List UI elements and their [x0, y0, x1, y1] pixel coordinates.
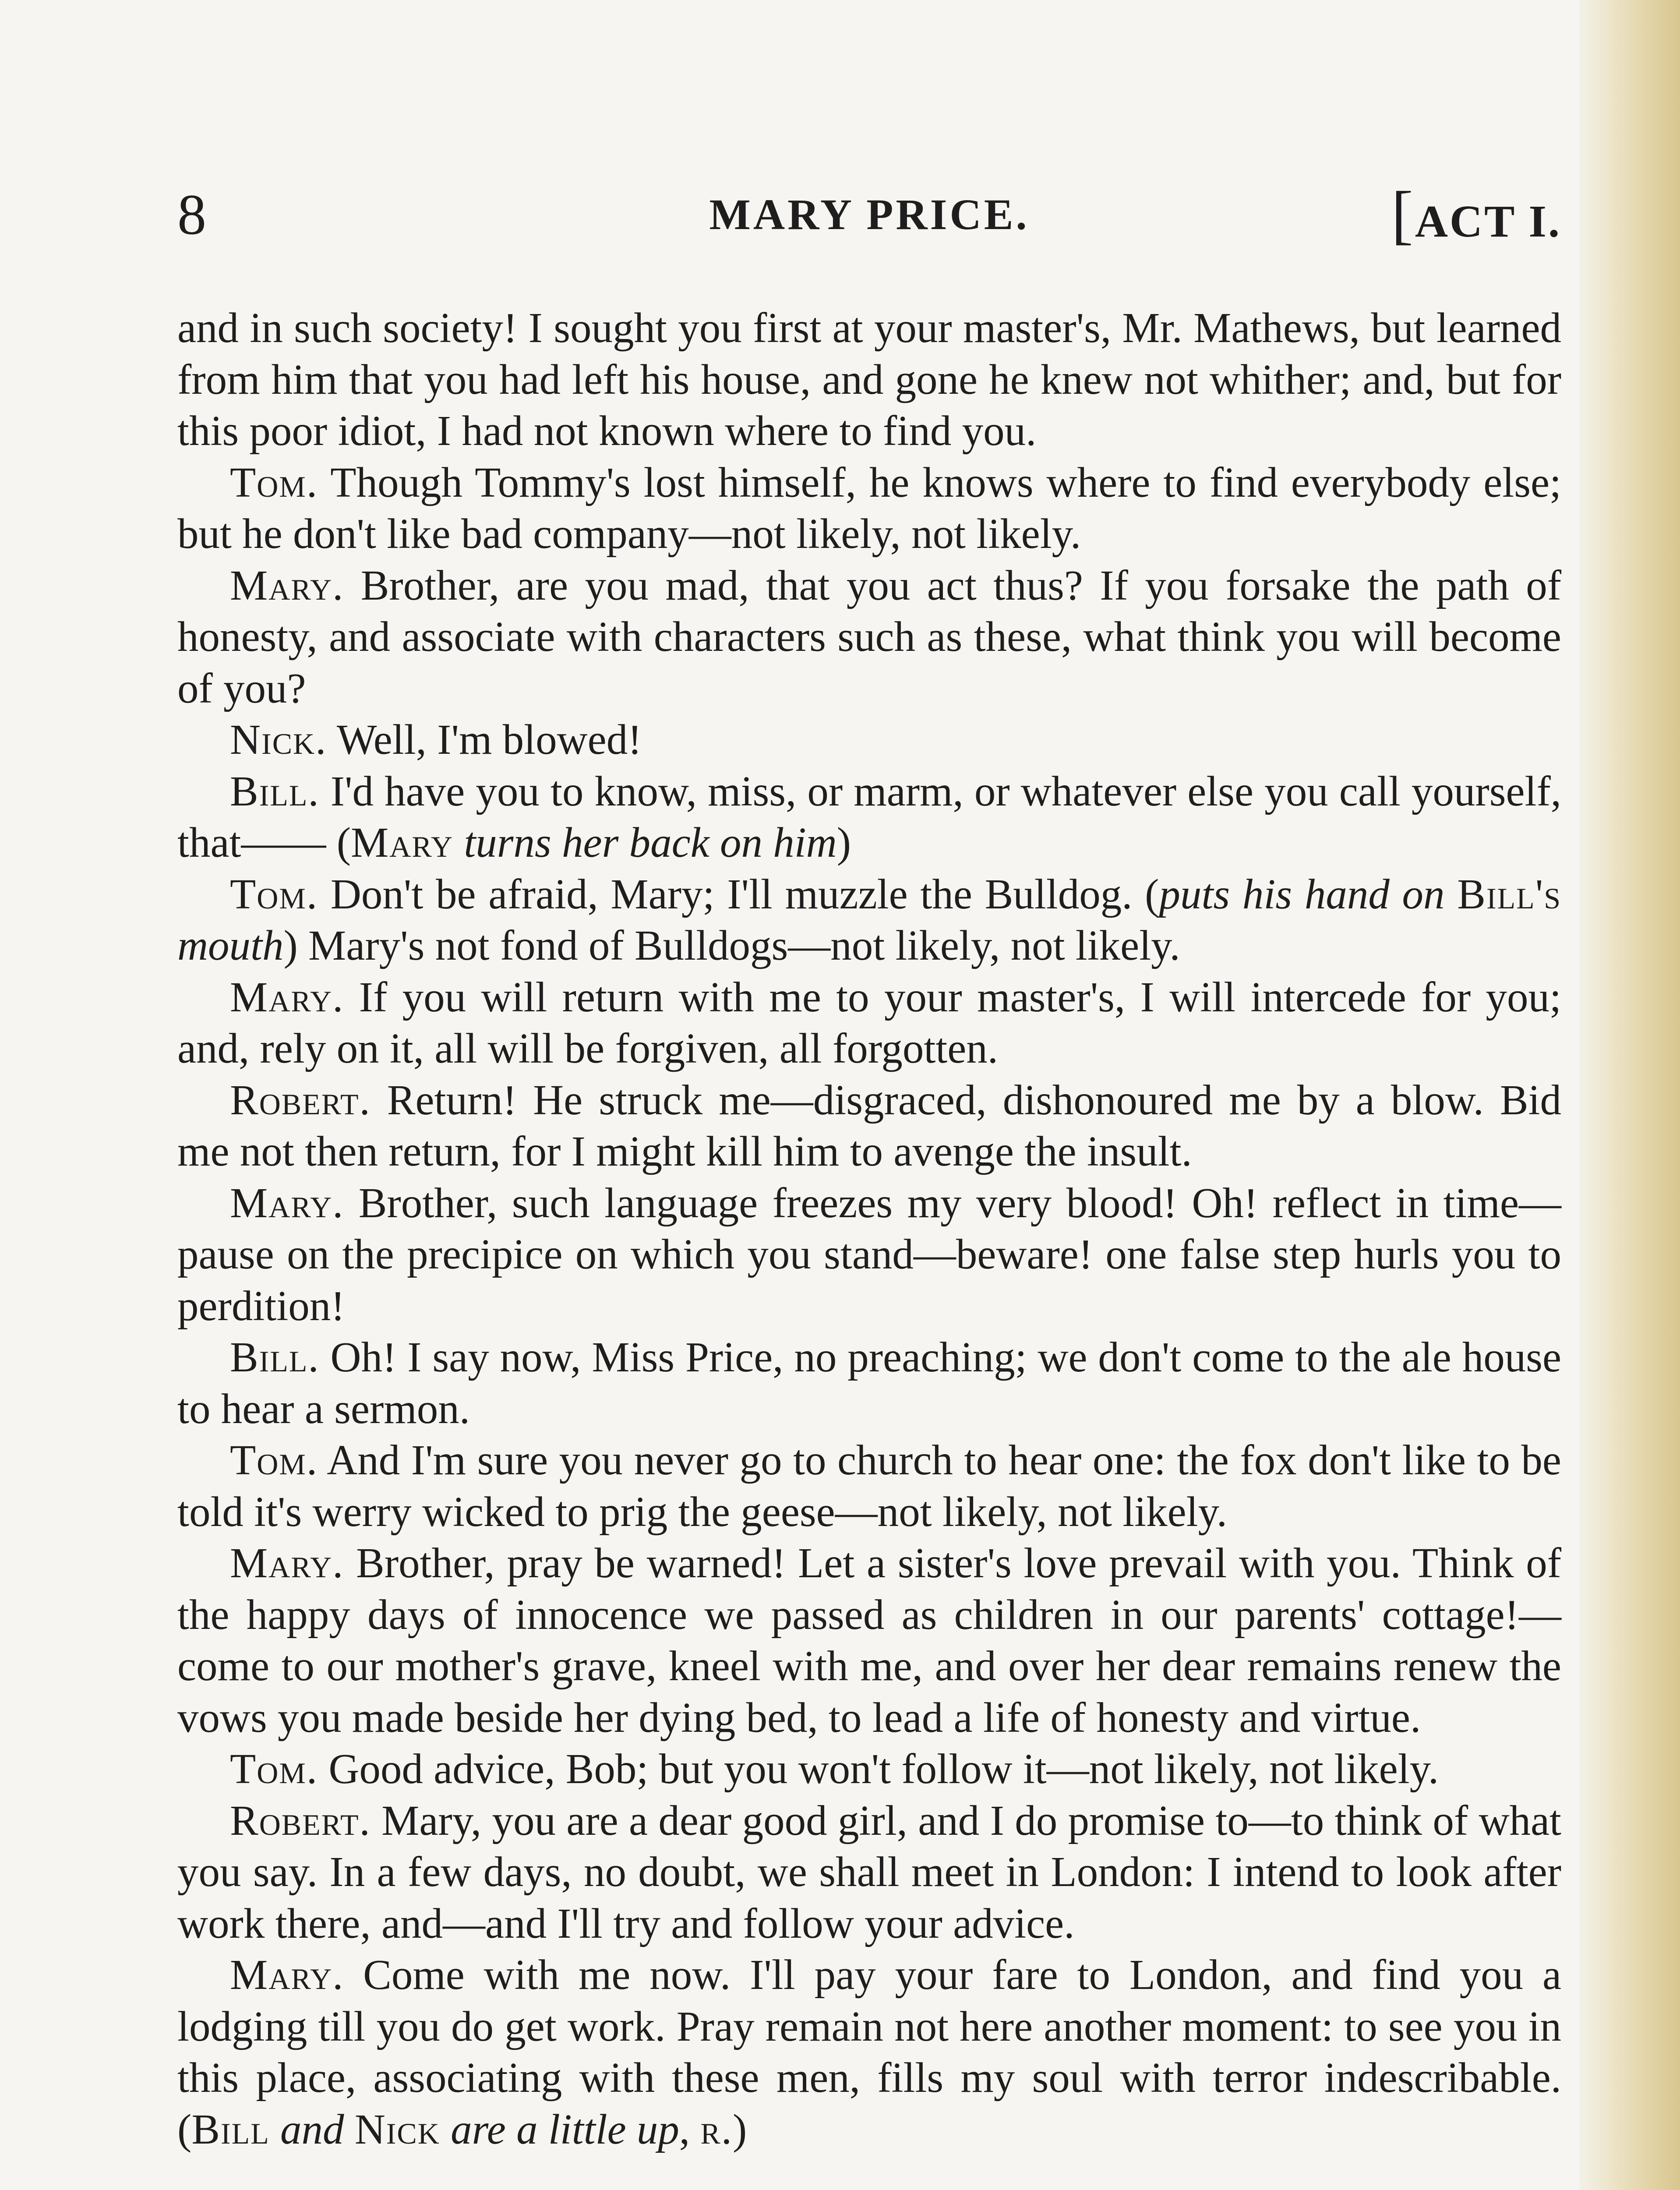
character-name: Bill's [1457, 870, 1562, 918]
paragraph-text: Come with me now. I'll pay your fare to London, and find you a lodging till you do get work. Pray remain not here another moment: to see you in this place, associating with these men, fills my soul with terror indescribable. ( [177, 1951, 1561, 2153]
stage-direction: puts his hand on [1159, 870, 1445, 918]
page-edge [1579, 0, 1680, 2190]
book-page [177, 0, 1561, 2190]
stage-direction: turns her back on him [464, 819, 837, 866]
speaker-name: Tom. [230, 1745, 318, 1792]
speaker-name: Mary. [230, 1951, 344, 1998]
paragraph-text: Brother, pray be warned! Let a sister's love prevail with you. Think of the happy days of innocence we passed as children in our parents' cottage!—come to our mother's grave, kneel with me, and over her dear remains renew the vows you made beside her dying bed, to lead a life of honesty and virtue. [177, 1540, 1562, 1741]
paragraph [177, 1177, 1561, 1332]
character-name: Nick [354, 2105, 440, 2153]
act-bracket: [ [1391, 178, 1415, 251]
speaker-name: Tom. [230, 1437, 318, 1484]
character-name: Bill [191, 2105, 270, 2153]
header-act [1391, 175, 1561, 261]
header-title: MARY PRICE. [709, 190, 1030, 239]
paragraph-text: Well, I'm blowed! [336, 716, 642, 763]
paragraph-text: , [679, 2105, 690, 2153]
paragraph-text: If you will return with me to your master's, I will intercede for you; and, rely on it, all will be forgiven, all forgotten. [177, 973, 1562, 1072]
speaker-name: Nick. [230, 716, 327, 763]
paragraph-text: Brother, such language freezes my very blood! Oh! reflect in time—pause on the precipice on which you stand—beware! one false step hurls you to perdition! [177, 1179, 1561, 1329]
paragraph-text: Don't be afraid, Mary; I'll muzzle the Bulldog. ( [330, 870, 1159, 918]
paragraph [177, 714, 1561, 766]
paragraph [177, 971, 1561, 1074]
act-label: ACT I. [1415, 196, 1561, 247]
stage-direction: are a little up [451, 2105, 679, 2153]
paragraph-text: I'd have you to know, miss, or marm, or whatever else you call yourself, that—— ( [177, 767, 1562, 866]
stage-position: r. [700, 2105, 733, 2153]
paragraph [177, 1743, 1561, 1795]
running-head [177, 175, 1561, 254]
stage-direction: mouth [177, 922, 284, 969]
paragraph [177, 869, 1561, 971]
paragraph [177, 302, 1561, 457]
stage-direction: and [280, 2105, 344, 2153]
speaker-name: Robert. [230, 1076, 371, 1123]
paragraph-text: Good advice, Bob; but you won't follow it—not likely, not likely. [328, 1745, 1439, 1792]
paragraph [177, 1949, 1561, 2155]
speaker-name: Robert. [230, 1797, 371, 1844]
speaker-name: Mary. [230, 1179, 344, 1226]
paragraph [177, 766, 1561, 869]
paragraph [177, 1795, 1561, 1950]
character-name: Mary [351, 819, 454, 866]
paragraph [177, 560, 1561, 714]
speaker-name: Tom. [230, 870, 318, 918]
body-text [177, 302, 1561, 2155]
paragraph-text: ) [733, 2105, 747, 2153]
paragraph-text: Mary, you are a dear good girl, and I do promise to—to think of what you say. In a few days, no doubt, we shall meet in London: I intend to look after work there, and—and I'll try and follow your advice. [177, 1797, 1562, 1947]
paragraph [177, 1434, 1561, 1537]
paragraph [177, 1074, 1561, 1177]
page-number: 8 [177, 182, 206, 247]
speaker-name: Tom. [230, 459, 318, 506]
paragraph [177, 1537, 1561, 1743]
paragraph [177, 1332, 1561, 1434]
paragraph-text: and in such society! I sought you first at your master's, Mr. Mathews, but learned from him that you had left his house, and gone he knew not whither; and, but for this poor idiot, I had not known where to find you. [177, 304, 1561, 454]
speaker-name: Mary. [230, 562, 344, 609]
paragraph-text: Brother, are you mad, that you act thus? If you forsake the path of honesty, and associate with characters such as these, what think you will become of you? [177, 562, 1561, 712]
paragraph [177, 457, 1561, 560]
paragraph-text: ) [836, 819, 851, 866]
paragraph-text: ) Mary's not fond of Bulldogs—not likely, not likely. [283, 922, 1180, 969]
paragraph-text: Return! He struck me—disgraced, dishonoured me by a blow. Bid me not then return, for I might kill him to avenge the insult. [177, 1076, 1561, 1175]
paragraph-text: And I'm sure you never go to church to hear one: the fox don't like to be told it's werry wicked to prig the geese—not likely, not likely. [177, 1437, 1561, 1535]
speaker-name: Mary. [230, 1540, 344, 1586]
speaker-name: Bill. [230, 767, 320, 815]
speaker-name: Bill. [230, 1334, 320, 1381]
speaker-name: Mary. [230, 973, 344, 1021]
paragraph-text: Though Tommy's lost himself, he knows where to find everybody else; but he don't like bad company—not likely, not likely. [177, 459, 1561, 557]
paragraph-text: Oh! I say now, Miss Price, no preaching; we don't come to the ale house to hear a sermon. [177, 1334, 1561, 1432]
